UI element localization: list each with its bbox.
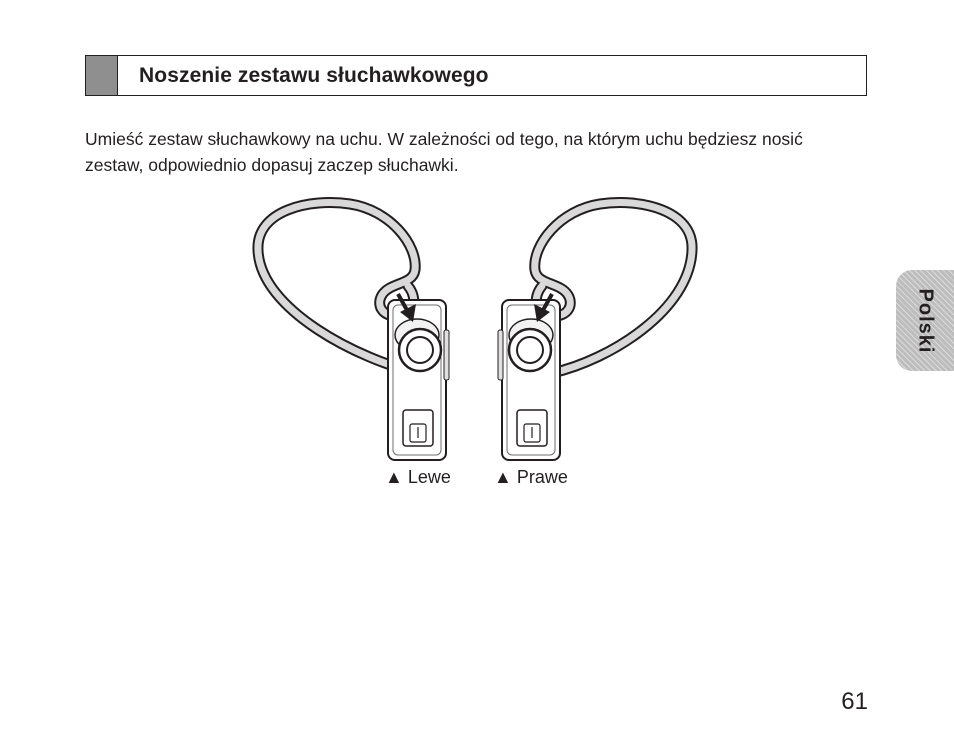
page-number: 61: [841, 688, 868, 715]
caption-left: ▲ Lewe: [385, 467, 451, 487]
section-title: Noszenie zestawu słuchawkowego: [139, 63, 489, 87]
instruction-paragraph: Umieść zestaw słuchawkowy na uchu. W zależności od tego, na którym uchu będziesz nosić zestaw, odpowiednio dopasuj zaczep słuchawki.: [85, 129, 803, 175]
heading-color-swatch: [86, 56, 118, 95]
caption-right: ▲ Prawe: [494, 467, 568, 487]
right-headset-figure: [498, 203, 692, 460]
headset-ear-hook-illustration: [240, 190, 710, 470]
language-side-tab: [896, 270, 954, 371]
left-headset-figure: [258, 203, 449, 460]
section-heading: [85, 55, 867, 96]
language-tab-label: Polski: [914, 288, 937, 353]
